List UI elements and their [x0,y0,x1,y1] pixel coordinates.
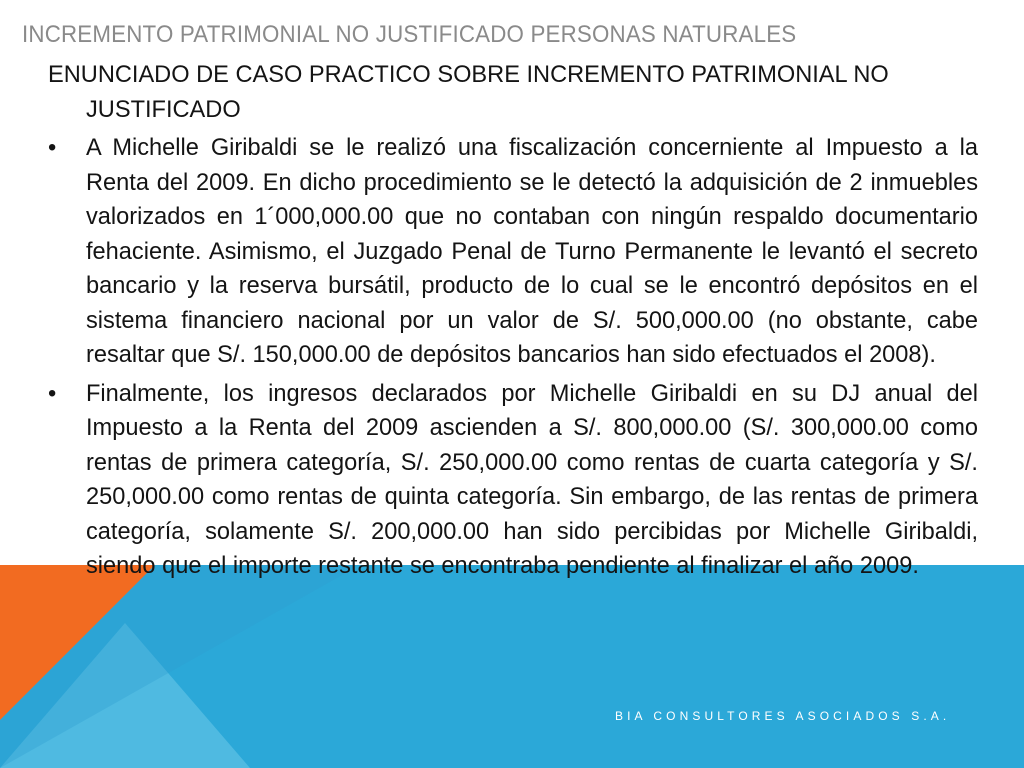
bullet-text: A Michelle Giribaldi se le realizó una fiscalización concerniente al Impuesto a la Renta del 2009. En dicho procedimiento se le detectó la adquisición de 2 inmuebles valorizados en 1´000,000.00 que no contaban con ningún respaldo documentario fehaciente. Asimismo, el Juzgado Penal de Turno Permanente le levantó el secreto bancario y la reserva bursátil, producto de lo cual se le encontró depósitos en el sistema financiero nacional por un valor de S/. 500,000.00 (no obstante, cabe resaltar que S/. 150,000.00 de depósitos bancarios han sido efectuados el 2008). [86,135,978,368]
slide-title: INCREMENTO PATRIMONIAL NO JUSTIFICADO PERSONAS NATURALES [22,21,797,48]
footer-company-name: BIA CONSULTORES ASOCIADOS S.A. [615,709,951,723]
bullet-point-icon: • [48,380,57,407]
case-heading: ENUNCIADO DE CASO PRACTICO SOBRE INCREMENTO PATRIMONIAL NO JUSTIFICADO [48,62,889,123]
bullet-item [48,131,978,373]
bullet-text: Finalmente, los ingresos declarados por Michelle Giribaldi en su DJ anual del Impuesto a la Renta del 2009 ascienden a S/. 800,000.00 (S/. 300,000.00 como rentas de primera categoría, S/. 250,000.00 como rentas de cuarta categoría y S/. 250,000.00 como rentas de quinta categoría. Sin embargo, de las rentas de primera categoría, solamente S/. 200,000.00 han sido percibidas por Michelle Giribaldi, siendo que el importe restante se encontraba pendiente al finalizar el año 2009. [86,380,978,579]
bullet-item [48,377,978,584]
bullet-point-icon: • [48,135,57,161]
decorative-background-band [0,565,1024,768]
slide-content [48,58,978,588]
